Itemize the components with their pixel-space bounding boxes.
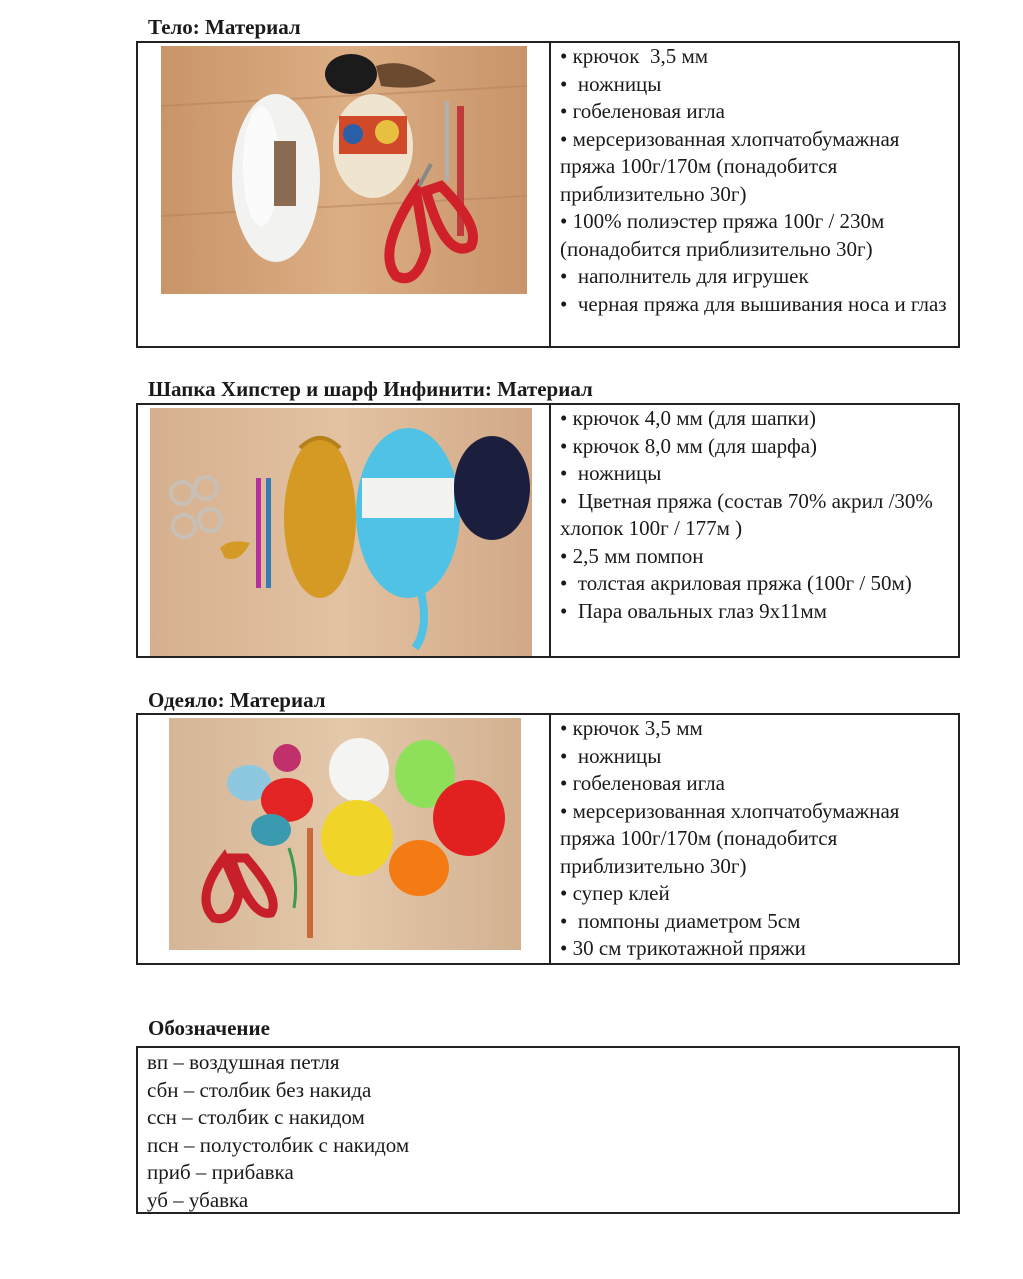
materials-list xyxy=(551,715,958,963)
legend-title: Обозначение xyxy=(148,1016,270,1040)
list-item: • 2,5 мм помпон xyxy=(560,543,704,568)
list-item: • гобеленовая игла xyxy=(560,771,725,795)
list-item: • мерсеризованная хлопчатобумажная пряжа 100г/170м (понадобится приблизительно 30г) xyxy=(560,798,905,878)
list-item: • 30 см трикотажной пряжи xyxy=(560,936,806,960)
materials-photo-blanket xyxy=(169,718,521,950)
list-item: • крючок 3,5 мм xyxy=(560,716,703,740)
materials-list xyxy=(551,405,958,656)
list-item: • 100% полиэстер пряжа 100г / 230м (понадобится приблизительно 30г) xyxy=(560,209,890,261)
legend-item: псн – полустолбик с накидом xyxy=(147,1132,410,1157)
section-title-body: Тело: Материал xyxy=(148,15,301,39)
list-item: • наполнитель для игрушек xyxy=(560,264,809,288)
materials-photo-cell xyxy=(138,43,551,346)
list-item: • ножницы xyxy=(560,461,662,485)
materials-table-hat-scarf xyxy=(136,403,960,658)
list-item: • помпоны диаметром 5см xyxy=(560,908,801,933)
list-item: • гобеленовая игла xyxy=(560,99,725,123)
materials-table-body xyxy=(136,41,960,348)
materials-photo-body xyxy=(161,46,527,294)
legend-item: уб – убавка xyxy=(147,1187,249,1212)
materials-photo-hat-scarf xyxy=(150,408,532,656)
legend-item: сбн – столбик без накида xyxy=(147,1077,372,1102)
list-item: • крючок 3,5 мм xyxy=(560,44,709,68)
materials-photo-cell xyxy=(138,715,551,963)
legend-item: вп – воздушная петля xyxy=(147,1050,340,1074)
materials-table-blanket xyxy=(136,713,960,965)
list-item: • черная пряжа для вышивания носа и глаз xyxy=(560,291,947,316)
legend-item: ссн – столбик с накидом xyxy=(147,1105,365,1129)
section-title-blanket: Одеяло: Материал xyxy=(148,688,326,712)
list-item: • супер клей xyxy=(560,881,670,905)
list-item: • ножницы xyxy=(560,71,662,96)
list-item: • ножницы xyxy=(560,743,662,768)
materials-photo-cell xyxy=(138,405,551,656)
list-item: • крючок 8,0 мм (для шарфа) xyxy=(560,433,818,458)
section-title-hat-scarf: Шапка Хипстер и шарф Инфинити: Материал xyxy=(148,377,593,401)
list-item: • Цветная пряжа (состав 70% акрил /30% хлопок 100г / 177м ) xyxy=(560,488,939,540)
legend-box xyxy=(136,1046,960,1214)
list-item: • мерсеризованная хлопчатобумажная пряжа 100г/170м (понадобится приблизительно 30г) xyxy=(560,126,905,206)
legend-item: приб – прибавка xyxy=(147,1160,294,1184)
materials-list xyxy=(551,43,958,346)
list-item: • крючок 4,0 мм (для шапки) xyxy=(560,406,816,430)
list-item: • Пара овальных глаз 9х11мм xyxy=(560,598,827,623)
list-item: • толстая акриловая пряжа (100г / 50м) xyxy=(560,571,912,595)
